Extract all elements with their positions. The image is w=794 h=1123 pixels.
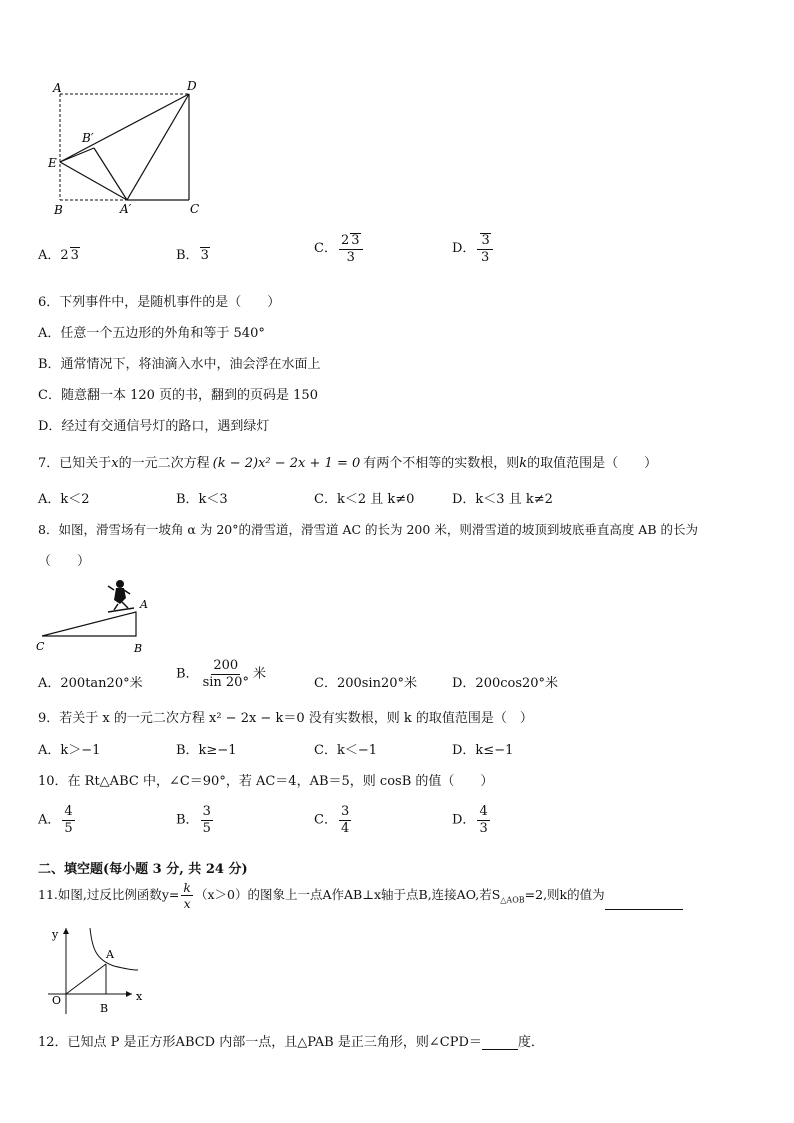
q6-option-d[interactable]: D．经过有交通信号灯的路口，遇到绿灯 [38,419,270,434]
q9-option-d[interactable]: D．k≤−1 [452,743,514,758]
fig5-label-d: D [187,79,197,93]
q7-option-b[interactable]: B．k＜3 [176,492,228,507]
q5-option-d-fraction: $\frac{3}{3}$ [477,233,492,264]
q8-option-c[interactable]: C．200sin20°米 [314,676,418,691]
q7-option-c[interactable]: C．k＜2 且 k≠0 [314,492,415,507]
q8-option-d[interactable]: D．200cos20°米 [452,676,559,691]
q8-fig-label-c: C [36,640,45,653]
q11-fig-label-x: x [136,990,143,1003]
q11-fig-label-o: O [52,994,62,1007]
q6-stem: 6．下列事件中，是随机事件的是（ ） [38,295,281,310]
section-2-title: 二、填空题(每小题 3 分, 共 24 分) [38,862,248,877]
q6-option-a[interactable]: A．任意一个五边形的外角和等于 540° [38,326,265,341]
q11-fraction: $\frac{k}{x}$ [183,880,191,912]
q10-option-a[interactable]: A． $\frac{4}{5}$ [38,804,73,836]
q8-stem-line2: （ ） [38,554,91,569]
q5-figure [44,78,214,226]
q8-option-b-fraction: $\frac{200}{\sin 20^\circ}$ [202,658,249,690]
fig5-label-c: C [190,202,200,216]
q5-option-c-fraction: $\frac{2 3}{3}$ [339,233,363,264]
q8-option-a[interactable]: A．200tan20°米 [38,676,143,691]
fig5-label-a1: A′ [120,202,132,216]
q10-option-b[interactable]: B． $\frac{3}{5}$ [176,804,211,836]
q7-option-a[interactable]: A．k＜2 [38,492,90,507]
q10-stem: 10．在 Rt△ABC 中，∠C＝90°，若 AC＝4，AB＝5，则 cosB 的值（ ） [38,774,494,789]
q6-option-c[interactable]: C．随意翻一本 120 页的书，翻到的页码是 150 [38,388,318,403]
q9-option-c[interactable]: C．k＜−1 [314,743,377,758]
q8-fig-label-a: A [140,598,148,611]
q8-option-b[interactable]: B． $\frac{200}{\sin 20^\circ}$ 米 [176,658,266,690]
fig5-label-b: B [54,203,63,217]
q12-answer-blank[interactable] [482,1035,518,1050]
q11-fig-label-y: y [52,928,59,941]
q11-answer-blank[interactable] [605,895,683,910]
q7-equation: (k − 2)x² − 2x + 1 = 0 [212,456,361,471]
q11-fig-label-a: A [106,948,114,961]
q9-stem: 9．若关于 x 的一元二次方程 x² − 2x − k＝0 没有实数根，则 k 的取值范围是（ ） [38,711,533,726]
q11-stem: 11.如图,过反比例函数y= $\frac{k}{x}$ （x＞0）的图象上一点A作AB⊥x轴于点B,连接AO,若$S_{\triangle AOB}=2$,则k的值为 [38,881,683,910]
q9-option-b[interactable]: B．k≥−1 [176,743,237,758]
q11-graph-figure [40,922,160,1018]
q10-option-d[interactable]: D． $\frac{4}{3}$ [452,804,488,836]
q10-option-c[interactable]: C． $\frac{3}{4}$ [314,804,350,836]
fig5-label-e: E [48,156,57,170]
q5-option-d[interactable]: D． $\frac{3}{3}$ [452,233,495,264]
fig5-label-a: A [53,81,62,95]
q6-option-b[interactable]: B．通常情况下，将油滴入水中，油会浮在水面上 [38,357,321,372]
q5-option-a-radical: 3 [70,248,79,263]
fig5-label-b1: B′ [82,131,94,145]
q9-option-a[interactable]: A．k＞−1 [38,743,101,758]
q8-fig-label-b: B [134,642,143,655]
q5-option-a[interactable]: A．2 3 [38,248,79,263]
skier-icon [108,580,134,612]
q12-stem: 12．已知点 P 是正方形ABCD 内部一点，且△PAB 是正三角形，则∠CPD＝ 度． [38,1035,544,1050]
q11-fig-label-b: B [100,1002,109,1015]
q5-option-b-radical: 3 [200,248,209,263]
q8-slope-figure [34,574,164,658]
q7-stem: 7．已知关于x的一元二次方程 (k − 2)x² − 2x + 1 = 0 有两个不相等的实数根，则k的取值范围是（ ） [38,456,658,471]
q8-stem-line1: 8．如图，滑雪场有一坡角 α 为 20°的滑雪道，滑雪道 AC 的长为 200 米，则滑雪道的坡顶到坡底垂直高度 AB 的长为 [38,522,698,537]
q7-option-d[interactable]: D．k＜3 且 k≠2 [452,492,553,507]
q5-option-b[interactable]: B． 3 [176,248,209,263]
q5-option-c[interactable]: C． $\frac{2 3}{3}$ [314,233,365,264]
